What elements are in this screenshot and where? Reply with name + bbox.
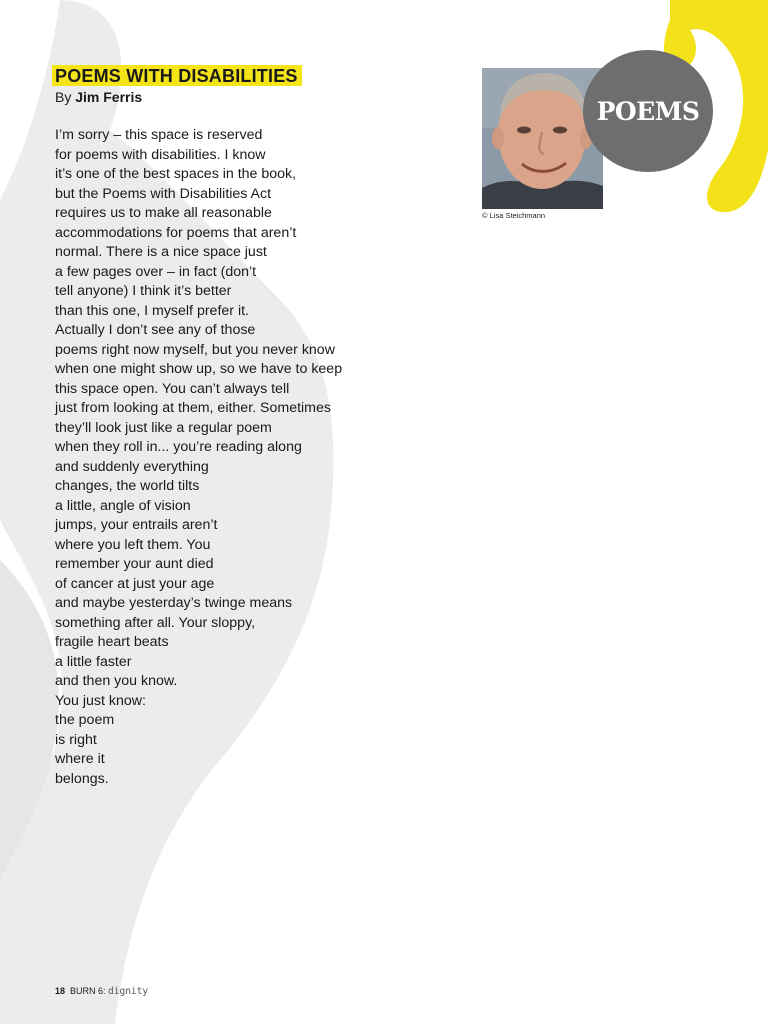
author-photo xyxy=(482,68,603,209)
photo-credit: © Lisa Steichmann xyxy=(482,211,546,220)
section-badge xyxy=(583,50,713,172)
poem-line: Actually I don’t see any of those xyxy=(55,322,256,338)
poem-line: where you left them. You xyxy=(55,536,211,553)
poem-line: when they roll in... you’re reading along xyxy=(55,439,302,455)
byline-prefix: By xyxy=(55,89,72,105)
poem-line: jumps, your entrails aren’t xyxy=(55,517,218,533)
poem-line: and maybe yesterday’s twinge means xyxy=(55,595,293,611)
poem-line: I’m sorry – this space is reserved xyxy=(55,127,263,143)
article-title: POEMS WITH DISABILITIES xyxy=(52,65,302,86)
poem-line: for poems with disabilities. I know xyxy=(55,146,266,163)
poem-line: normal. There is a nice space just xyxy=(55,244,267,260)
poem-line: is right xyxy=(55,731,97,748)
poem-body xyxy=(55,126,385,789)
section-badge-label: POEMS xyxy=(596,96,700,126)
poem-line: but the Poems with Disabilities Act xyxy=(55,185,272,202)
poem-line: belongs. xyxy=(55,770,109,787)
poem-line: it’s one of the best spaces in the book, xyxy=(55,166,297,182)
poem-line: the poem xyxy=(55,712,115,728)
poem-line: and suddenly everything xyxy=(55,458,209,475)
poem-line: poems right now myself, but you never know xyxy=(55,341,335,358)
poem-line: something after all. Your sloppy, xyxy=(55,614,256,631)
byline xyxy=(55,88,142,106)
poem-line: when one might show up, so we have to keep xyxy=(55,361,343,377)
issue-theme: dignity xyxy=(108,986,149,997)
poem-line: fragile heart beats xyxy=(55,634,169,650)
poem-line: accommodations for poems that aren’t xyxy=(55,224,297,241)
poem-line: a few pages over – in fact (don’t xyxy=(55,263,257,280)
poem-line: requires us to make all reasonable xyxy=(55,205,272,221)
page-footer xyxy=(55,986,148,997)
poem-line: and then you know. xyxy=(55,673,178,689)
poem-line: just from looking at them, either. Sometimes xyxy=(55,400,331,416)
poem-line: they’ll look just like a regular poem xyxy=(55,419,272,436)
poem-line: changes, the world tilts xyxy=(55,478,200,494)
poem-line: You just know: xyxy=(55,692,146,709)
poem-line: a little faster xyxy=(55,653,132,670)
poem-line: tell anyone) I think it’s better xyxy=(55,283,232,299)
page-number: 18 xyxy=(55,986,66,996)
poem-line: remember your aunt died xyxy=(55,556,214,572)
poem-line: of cancer at just your age xyxy=(55,575,215,592)
poem-line: this space open. You can’t always tell xyxy=(55,380,290,397)
author-name: Jim Ferris xyxy=(75,89,143,105)
issue-label: BURN 6: xyxy=(70,986,106,996)
poem-line: than this one, I myself prefer it. xyxy=(55,302,249,319)
poem-line: a little, angle of vision xyxy=(55,497,191,514)
poem-line: where it xyxy=(55,751,105,767)
